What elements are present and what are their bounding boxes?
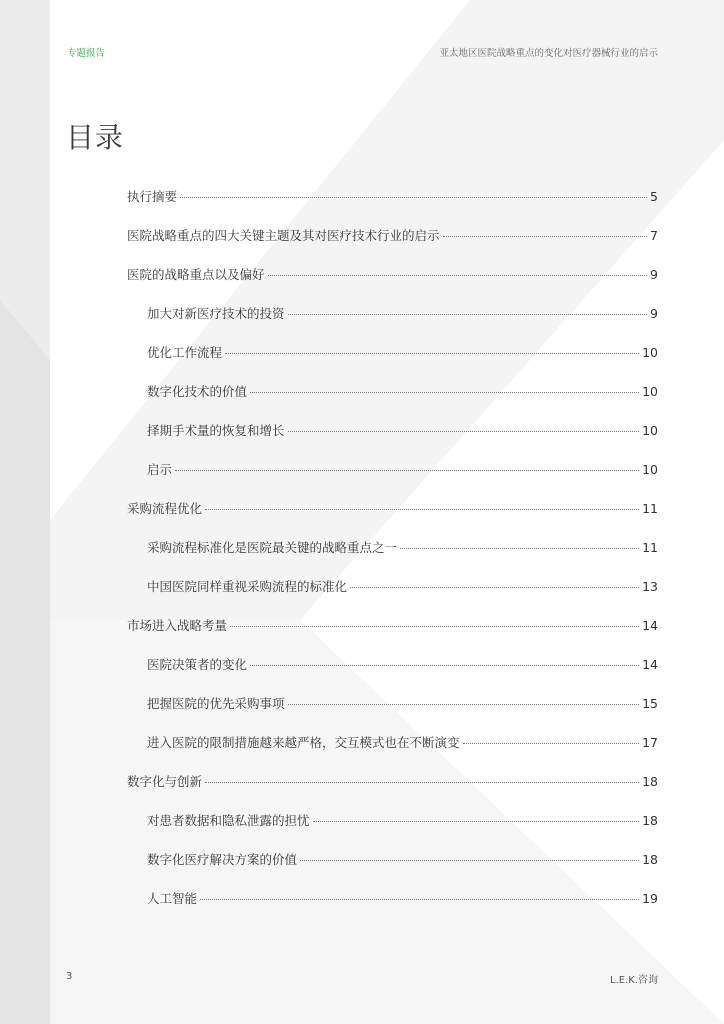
toc-entry-label: 执行摘要 bbox=[127, 189, 178, 204]
toc-entry-label: 加大对新医疗技术的投资 bbox=[147, 306, 285, 321]
toc-subentry[interactable] bbox=[147, 421, 658, 439]
toc-subentry[interactable] bbox=[147, 694, 658, 712]
toc-dot-leader bbox=[288, 314, 648, 315]
toc-dot-leader bbox=[205, 782, 639, 783]
toc-subentry[interactable] bbox=[147, 382, 658, 400]
toc-entry-page: 10 bbox=[642, 384, 658, 399]
toc-entry-page: 9 bbox=[650, 306, 658, 321]
toc-entry[interactable] bbox=[127, 187, 658, 205]
toc-entry-page: 5 bbox=[650, 189, 658, 204]
toc-subentry[interactable] bbox=[147, 343, 658, 361]
toc-entry-label: 市场进入战略考量 bbox=[127, 618, 228, 633]
toc-dot-leader bbox=[205, 509, 639, 510]
toc-entry-page: 7 bbox=[650, 228, 658, 243]
toc-subentry[interactable] bbox=[147, 577, 658, 595]
toc-subentry[interactable] bbox=[147, 811, 658, 829]
toc-dot-leader bbox=[230, 626, 639, 627]
report-header-title: 亚太地区医院战略重点的变化对医疗器械行业的启示 bbox=[439, 48, 658, 59]
toc-entry-page: 9 bbox=[650, 267, 658, 282]
toc-dot-leader bbox=[180, 197, 647, 198]
toc-subentry[interactable] bbox=[147, 889, 658, 907]
toc-entry-label: 数字化医疗解决方案的价值 bbox=[147, 852, 298, 867]
toc-entry[interactable] bbox=[127, 499, 658, 517]
toc-dot-leader bbox=[350, 587, 639, 588]
toc-entry-page: 18 bbox=[642, 813, 658, 828]
toc-entry-page: 19 bbox=[642, 891, 658, 906]
toc-entry-label: 优化工作流程 bbox=[147, 345, 223, 360]
toc-dot-leader bbox=[313, 821, 640, 822]
toc-entry-label: 医院战略重点的四大关键主题及其对医疗技术行业的启示 bbox=[127, 228, 440, 243]
toc-entry-page: 11 bbox=[642, 501, 658, 516]
toc-entry[interactable] bbox=[127, 226, 658, 244]
toc-dot-leader bbox=[175, 470, 639, 471]
toc-subentry[interactable] bbox=[147, 460, 658, 478]
toc-entry-label: 数字化技术的价值 bbox=[147, 384, 248, 399]
toc-subentry[interactable] bbox=[147, 655, 658, 673]
toc-entry[interactable] bbox=[127, 616, 658, 634]
toc-entry-page: 10 bbox=[642, 462, 658, 477]
toc-entry-page: 13 bbox=[642, 579, 658, 594]
toc-entry-page: 11 bbox=[642, 540, 658, 555]
toc-entry-page: 14 bbox=[642, 657, 658, 672]
toc-entry-page: 14 bbox=[642, 618, 658, 633]
toc-entry-label: 采购流程优化 bbox=[127, 501, 203, 516]
toc-dot-leader bbox=[400, 548, 639, 549]
toc-entry-page: 17 bbox=[642, 735, 658, 750]
toc-entry-page: 15 bbox=[642, 696, 658, 711]
toc-entry-label: 对患者数据和隐私泄露的担忧 bbox=[147, 813, 310, 828]
toc-subentry[interactable] bbox=[147, 538, 658, 556]
toc-dot-leader bbox=[268, 275, 648, 276]
toc-dot-leader bbox=[288, 431, 640, 432]
toc-entry-label: 医院的战略重点以及偏好 bbox=[127, 267, 265, 282]
toc-entry-label: 进入医院的限制措施越来越严格，交互模式也在不断演变 bbox=[147, 735, 460, 750]
toc-subentry[interactable] bbox=[147, 733, 658, 751]
toc-dot-leader bbox=[300, 860, 639, 861]
brand-name: L.E.K.咨询 bbox=[610, 975, 658, 986]
toc-entry-label: 把握医院的优先采购事项 bbox=[147, 696, 285, 711]
toc-entry-label: 数字化与创新 bbox=[127, 774, 203, 789]
toc-entry-label: 医院决策者的变化 bbox=[147, 657, 248, 672]
toc-dot-leader bbox=[200, 899, 639, 900]
toc-entry-label: 择期手术量的恢复和增长 bbox=[147, 423, 285, 438]
toc-entry-page: 18 bbox=[642, 852, 658, 867]
toc-entry-label: 启示 bbox=[147, 462, 173, 477]
toc-dot-leader bbox=[250, 392, 639, 393]
toc-subentry[interactable] bbox=[147, 850, 658, 868]
toc-dot-leader bbox=[250, 665, 639, 666]
toc-dot-leader bbox=[463, 743, 640, 744]
toc-entry-page: 18 bbox=[642, 774, 658, 789]
toc-entry-label: 采购流程标准化是医院最关键的战略重点之一 bbox=[147, 540, 398, 555]
report-type-tag: 专题报告 bbox=[67, 48, 106, 59]
toc-entry-label: 中国医院同样重视采购流程的标准化 bbox=[147, 579, 348, 594]
toc-entry[interactable] bbox=[127, 772, 658, 790]
toc-subentry[interactable] bbox=[147, 304, 658, 322]
page-number: 3 bbox=[66, 971, 73, 982]
toc-entry-page: 10 bbox=[642, 345, 658, 360]
page-title: 目录 bbox=[66, 121, 125, 154]
toc-dot-leader bbox=[288, 704, 640, 705]
toc-dot-leader bbox=[443, 236, 648, 237]
toc-entry[interactable] bbox=[127, 265, 658, 283]
toc-dot-leader bbox=[225, 353, 639, 354]
toc-entry-page: 10 bbox=[642, 423, 658, 438]
toc-entry-label: 人工智能 bbox=[147, 891, 198, 906]
